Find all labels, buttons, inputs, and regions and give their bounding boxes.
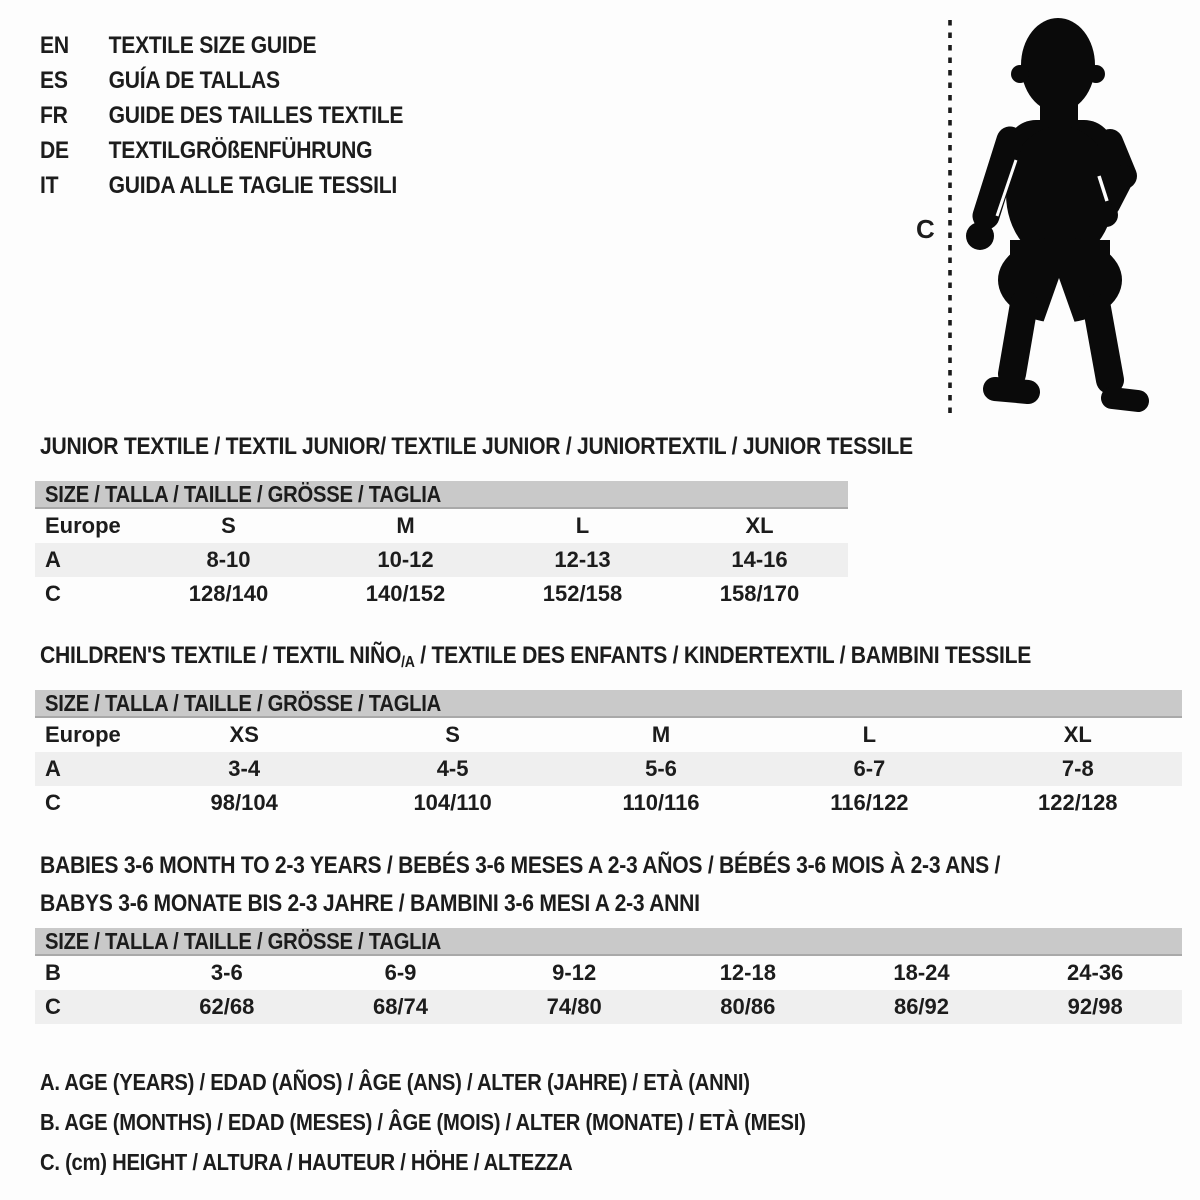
children-row-age: A 3-4 4-5 5-6 6-7 7-8 — [35, 752, 1182, 786]
junior-row-height: C 128/140 140/152 152/158 158/170 — [45, 581, 800, 606]
junior-section-title: JUNIOR TEXTILE / TEXTIL JUNIOR/ TEXTILE JUNIOR / JUNIORTEXTIL / JUNIOR TESSILE — [40, 433, 913, 460]
babies-section-title — [40, 847, 1131, 923]
lang-title-es: GUÍA DE TALLAS — [108, 66, 280, 94]
babies-table-header: SIZE / TALLA / TAILLE / GRÖSSE / TAGLIA — [35, 928, 1182, 956]
lang-row-it — [40, 168, 453, 203]
toddler-silhouette — [986, 18, 1124, 323]
children-section-title: CHILDREN'S TEXTILE / TEXTIL NIÑO/A / TEXTILE DES ENFANTS / KINDERTEXTIL / BAMBINI TESSILE — [40, 642, 1032, 671]
lang-code-it: IT — [40, 171, 59, 199]
lang-code-de: DE — [40, 136, 69, 164]
legend-line-age-months: B. AGE (MONTHS) / EDAD (MESES) / ÂGE (MOIS) / ALTER (MONATE) / ETÀ (MESI) — [40, 1109, 806, 1135]
lang-row-fr — [40, 98, 453, 133]
children-region-label: Europe — [45, 722, 121, 747]
babies-title-line2: BABYS 3-6 MONATE BIS 2-3 JAHRE / BAMBINI 3-6 MESI A 2-3 ANNI — [40, 890, 700, 917]
legend-line-height: C. (cm) HEIGHT / ALTURA / HAUTEUR / HÖHE / ALTEZZA — [40, 1149, 573, 1175]
children-size-table — [35, 690, 1182, 820]
junior-row-sizes: Europe S M L XL — [35, 509, 848, 543]
lang-title-it: GUIDA ALLE TAGLIE TESSILI — [108, 171, 397, 199]
lang-code-en: EN — [40, 31, 69, 59]
lang-row-es — [40, 63, 453, 98]
height-measure-label: C — [916, 214, 935, 244]
babies-size-table — [35, 928, 1182, 1024]
babies-title-line1: BABIES 3-6 MONTH TO 2-3 YEARS / BEBÉS 3-6 MESES A 2-3 AÑOS / BÉBÉS 3-6 MOIS À 2-3 ANS / — [40, 852, 1001, 879]
junior-region-label: Europe — [45, 513, 121, 538]
babies-row-age-months: B 3-6 6-9 9-12 12-18 18-24 24-36 — [45, 960, 1124, 985]
height-measure-figure — [900, 8, 1162, 420]
language-title-block — [40, 28, 453, 203]
lang-title-en: TEXTILE SIZE GUIDE — [108, 31, 317, 59]
baby-silhouette-icon — [900, 8, 1162, 420]
children-table-header: SIZE / TALLA / TAILLE / GRÖSSE / TAGLIA — [35, 690, 1182, 718]
children-row-height: C 98/104 104/110 110/116 116/122 122/128 — [45, 790, 1118, 815]
legend-line-age-years: A. AGE (YEARS) / EDAD (AÑOS) / ÂGE (ANS) / ALTER (JAHRE) / ETÀ (ANNI) — [40, 1069, 750, 1095]
measurement-legend — [40, 1062, 910, 1182]
lang-title-fr: GUIDE DES TAILLES TEXTILE — [108, 101, 404, 129]
lang-row-en — [40, 28, 453, 63]
lang-code-es: ES — [40, 66, 68, 94]
junior-size-table — [35, 481, 848, 611]
junior-row-age: A 8-10 10-12 12-13 14-16 — [35, 543, 848, 577]
babies-row-height: C 62/68 68/74 74/80 80/86 86/92 92/98 — [35, 990, 1182, 1024]
lang-title-de: TEXTILGRÖßENFÜHRUNG — [108, 136, 373, 164]
children-row-sizes: Europe XS S M L XL — [35, 718, 1182, 752]
lang-row-de — [40, 133, 453, 168]
children-title-subscript: /A — [401, 654, 415, 671]
junior-table-header: SIZE / TALLA / TAILLE / GRÖSSE / TAGLIA — [35, 481, 848, 509]
lang-code-fr: FR — [40, 101, 68, 129]
